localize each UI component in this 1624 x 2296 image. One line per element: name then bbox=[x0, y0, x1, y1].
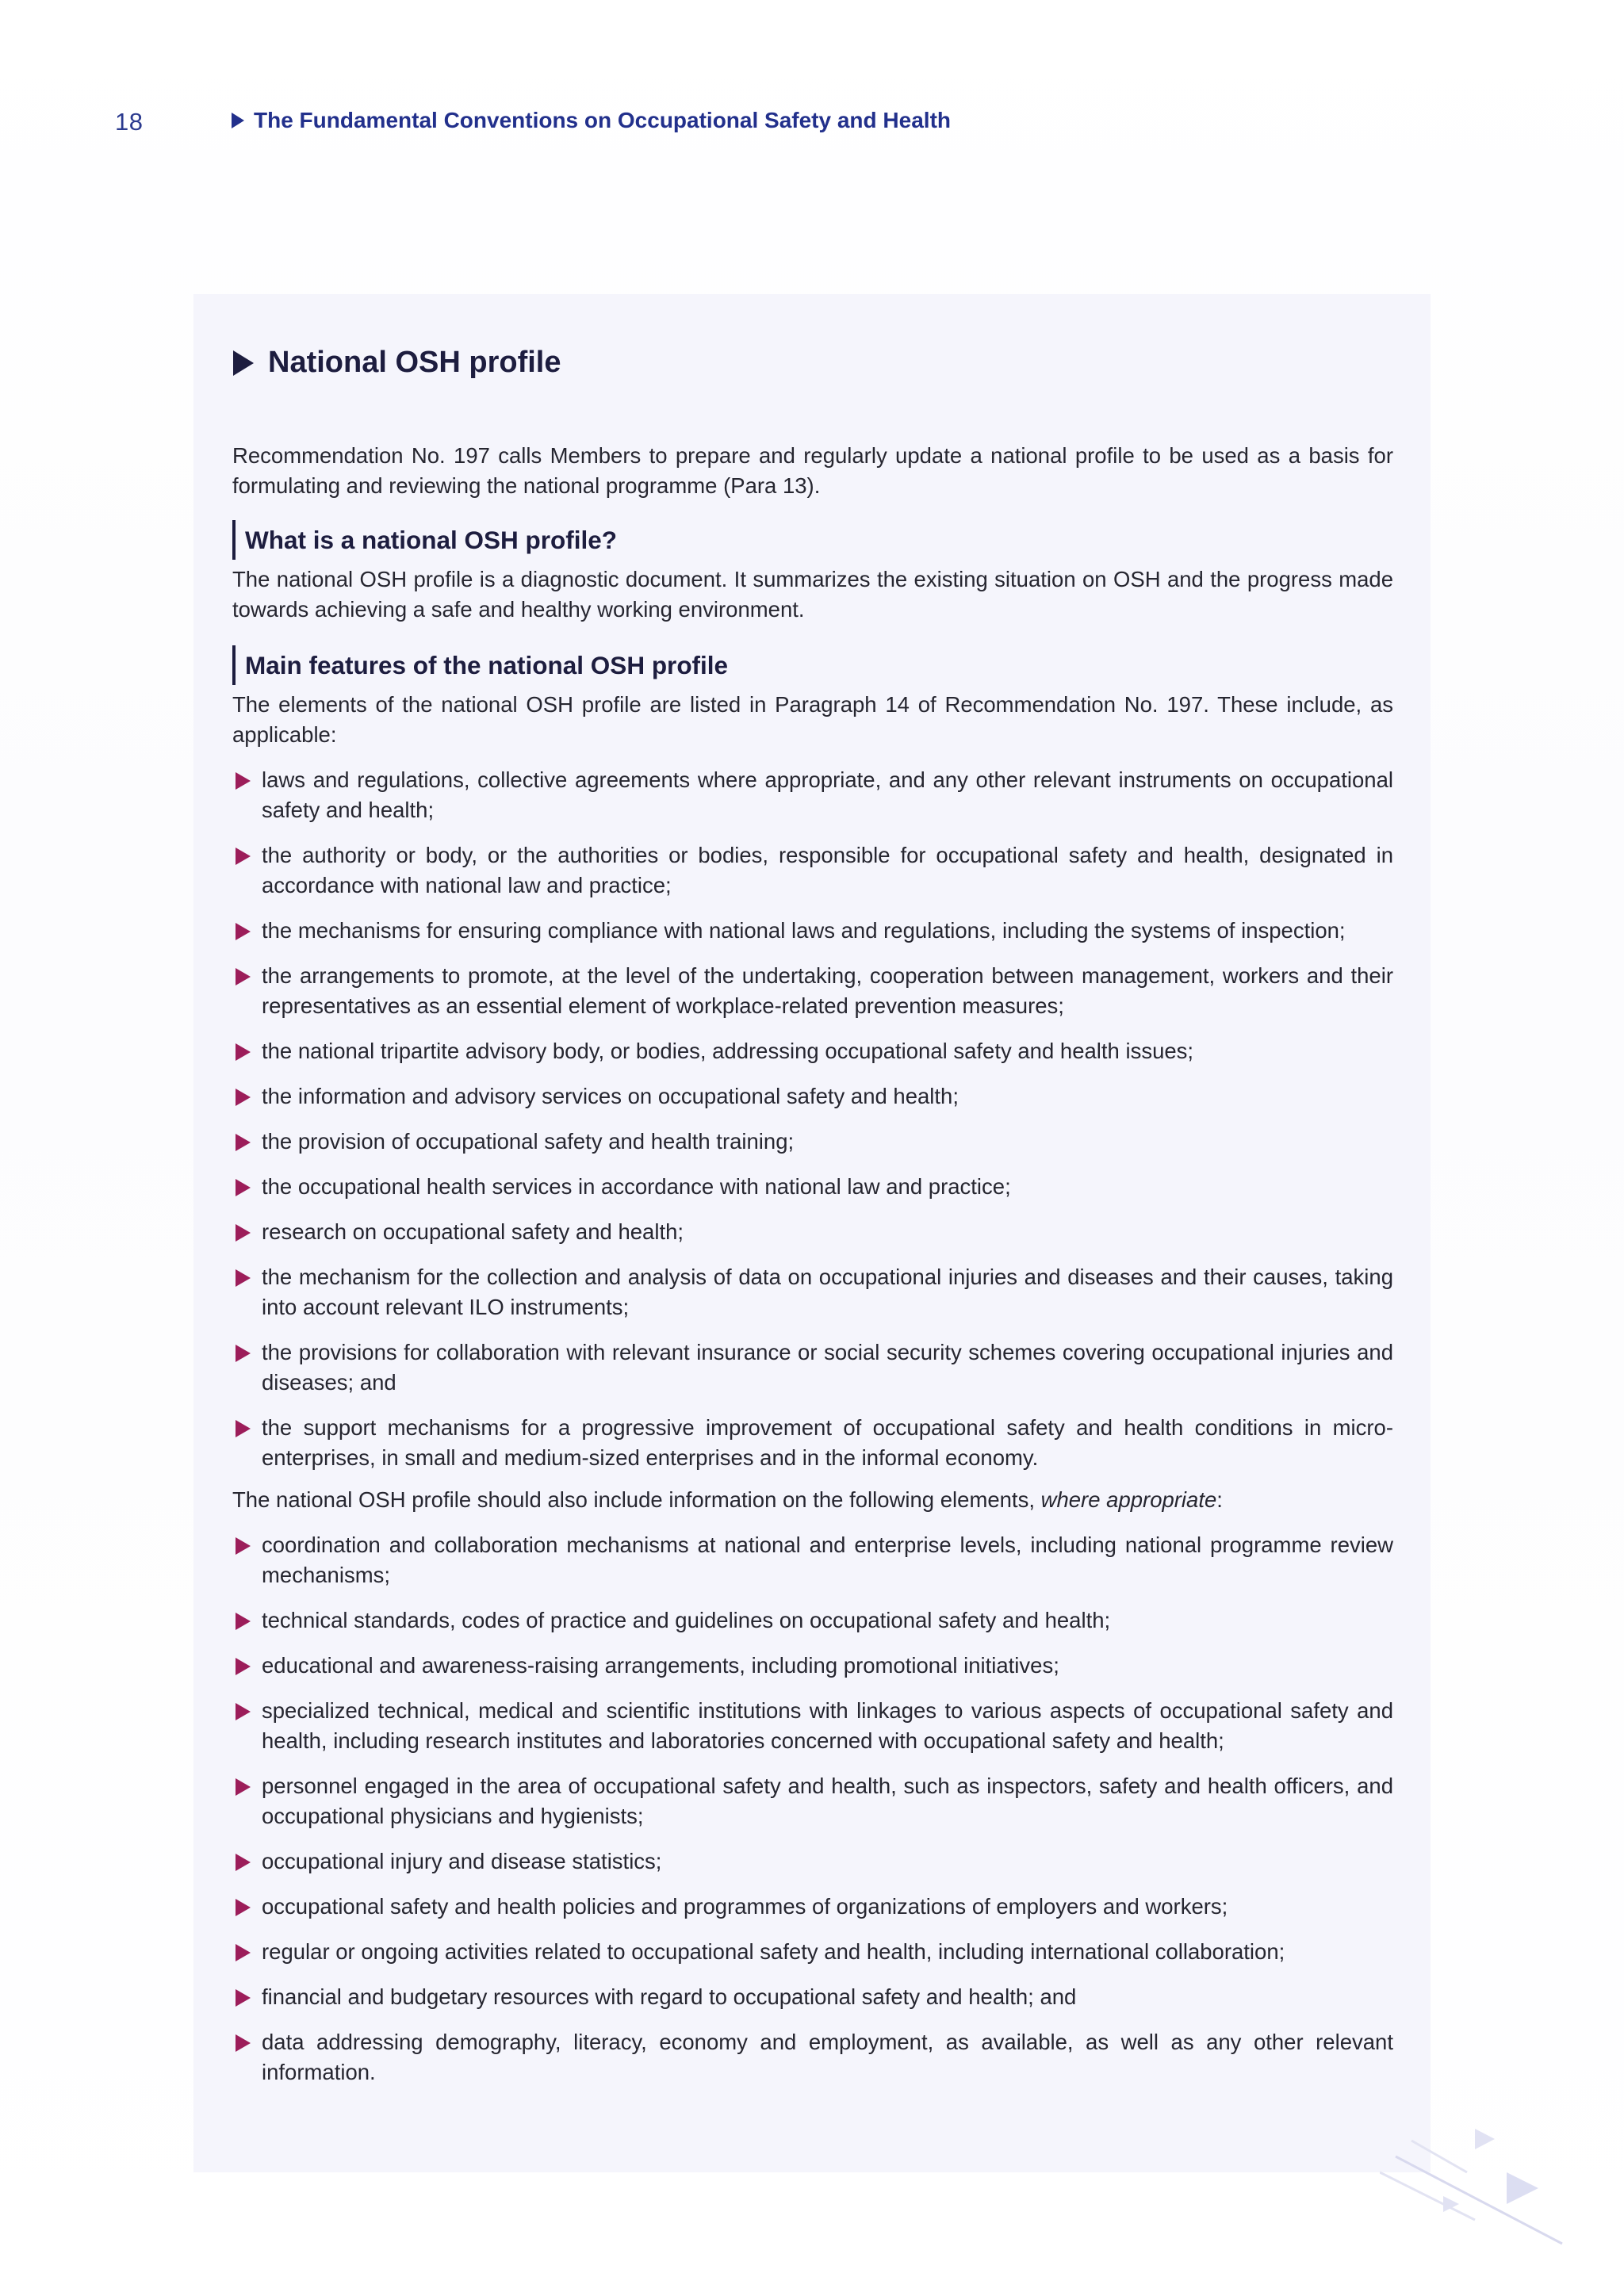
also-include-text: The national OSH profile should also include information on the following elements, bbox=[232, 1487, 1041, 1512]
list-item-text: data addressing demography, literacy, economy and employment, as available, as well as any other relevant information. bbox=[262, 2030, 1393, 2084]
bullet-triangle-icon bbox=[236, 1134, 251, 1151]
list-item-text: specialized technical, medical and scientific institutions with linkages to various aspects of occupational safety and health, including research institutes and laboratories concerned with occupational safety and health; bbox=[262, 1698, 1393, 1753]
list-item-text: the authority or body, or the authorities or bodies, responsible for occupational safety and health, designated in accordance with national law and practice; bbox=[262, 843, 1393, 897]
bullet-triangle-icon bbox=[236, 2034, 251, 2052]
list-item bbox=[232, 1696, 1393, 1756]
bullet-triangle-icon bbox=[236, 1537, 251, 1555]
intro-paragraph: Recommendation No. 197 calls Members to prepare and regularly update a national profile to be used as a basis for formulating and reviewing the national programme (Para 13). bbox=[232, 443, 1393, 498]
also-include-end: : bbox=[1216, 1487, 1223, 1512]
bullet-triangle-icon bbox=[236, 968, 251, 985]
bullet-triangle-icon bbox=[236, 923, 251, 940]
heading-accent-bar bbox=[232, 645, 236, 685]
list-item-text: educational and awareness-raising arrangements, including promotional initiatives; bbox=[262, 1653, 1059, 1678]
list-item bbox=[232, 1651, 1393, 1681]
also-include-emphasis: where appropriate bbox=[1040, 1487, 1217, 1512]
list-item bbox=[232, 765, 1393, 825]
features-list bbox=[232, 765, 1393, 1473]
list-item bbox=[232, 1771, 1393, 1831]
bullet-triangle-icon bbox=[236, 1613, 251, 1630]
title-triangle-icon bbox=[233, 350, 254, 376]
bullet-triangle-icon bbox=[236, 1345, 251, 1362]
list-item-text: the support mechanisms for a progressive improvement of occupational safety and health conditions in micro-enterprises, in small and medium-sized enterprises and in the informal economy. bbox=[262, 1415, 1393, 1470]
bullet-triangle-icon bbox=[236, 1269, 251, 1287]
section-heading-text: Main features of the national OSH profile bbox=[245, 651, 729, 679]
page-number: 18 bbox=[115, 108, 144, 136]
list-item-text: occupational injury and disease statistics; bbox=[262, 1849, 662, 1873]
section-heading-main-features bbox=[232, 645, 1393, 685]
running-header-title: The Fundamental Conventions on Occupational Safety and Health bbox=[254, 108, 951, 132]
heading-accent-bar bbox=[232, 520, 236, 560]
list-item bbox=[232, 961, 1393, 1021]
list-item-text: occupational safety and health policies and programmes of organizations of employers and workers; bbox=[262, 1894, 1228, 1919]
list-item bbox=[232, 1892, 1393, 1922]
box-title bbox=[233, 346, 561, 380]
list-item-text: technical standards, codes of practice and guidelines on occupational safety and health; bbox=[262, 1608, 1111, 1632]
list-item bbox=[232, 1605, 1393, 1636]
also-include-paragraph bbox=[232, 1485, 1393, 1515]
list-item-text: personnel engaged in the area of occupational safety and health, such as inspectors, safety and health officers, and occupational physicians and hygienists; bbox=[262, 1774, 1393, 1828]
list-item-text: the arrangements to promote, at the level of the undertaking, cooperation between management, workers and their representatives as an essential element of workplace-related prevention measures; bbox=[262, 963, 1393, 1018]
list-item-text: financial and budgetary resources with regard to occupational safety and health; and bbox=[262, 1984, 1077, 2009]
list-item-text: the occupational health services in accordance with national law and practice; bbox=[262, 1174, 1011, 1199]
box-title-text: National OSH profile bbox=[268, 346, 561, 379]
box-content bbox=[232, 441, 1393, 2103]
bullet-triangle-icon bbox=[236, 1989, 251, 2007]
list-item-text: the provision of occupational safety and health training; bbox=[262, 1129, 795, 1154]
bullet-triangle-icon bbox=[236, 1420, 251, 1437]
list-item bbox=[232, 2027, 1393, 2087]
list-item-text: laws and regulations, collective agreements where appropriate, and any other relevant instruments on occupational safety and health; bbox=[262, 767, 1393, 822]
decorative-arrows-graphic bbox=[1380, 2109, 1570, 2267]
bullet-triangle-icon bbox=[236, 1043, 251, 1061]
list-item bbox=[232, 1036, 1393, 1066]
list-item bbox=[232, 1081, 1393, 1112]
bullet-triangle-icon bbox=[236, 1089, 251, 1106]
optional-elements-list bbox=[232, 1530, 1393, 2087]
list-item bbox=[232, 1217, 1393, 1247]
list-item bbox=[232, 916, 1393, 946]
list-item bbox=[232, 1937, 1393, 1967]
list-item-text: the information and advisory services on occupational safety and health; bbox=[262, 1084, 959, 1108]
list-item-text: the provisions for collaboration with relevant insurance or social security schemes covering occupational injuries and diseases; and bbox=[262, 1340, 1393, 1395]
list-item bbox=[232, 1127, 1393, 1157]
bullet-triangle-icon bbox=[236, 848, 251, 865]
running-header bbox=[232, 108, 951, 133]
list-item-text: the mechanism for the collection and analysis of data on occupational injuries and diseases and their causes, taking into account relevant ILO instruments; bbox=[262, 1265, 1393, 1319]
list-item bbox=[232, 1530, 1393, 1590]
bullet-triangle-icon bbox=[236, 1854, 251, 1871]
list-item-text: the mechanisms for ensuring compliance with national laws and regulations, including the systems of inspection; bbox=[262, 918, 1346, 943]
bullet-triangle-icon bbox=[236, 1778, 251, 1796]
section2-paragraph: The elements of the national OSH profile are listed in Paragraph 14 of Recommendation No. 197. These include, as applicable: bbox=[232, 692, 1393, 747]
list-item-text: the national tripartite advisory body, or bodies, addressing occupational safety and health issues; bbox=[262, 1039, 1194, 1063]
section-heading-text: What is a national OSH profile? bbox=[245, 526, 618, 554]
list-item bbox=[232, 1337, 1393, 1398]
bullet-triangle-icon bbox=[236, 1224, 251, 1242]
bullet-triangle-icon bbox=[236, 1658, 251, 1675]
list-item bbox=[232, 1982, 1393, 2012]
list-item-text: regular or ongoing activities related to occupational safety and health, including international collaboration; bbox=[262, 1939, 1285, 1964]
section1-paragraph: The national OSH profile is a diagnostic document. It summarizes the existing situation on OSH and the progress made towards achieving a safe and healthy working environment. bbox=[232, 567, 1393, 622]
list-item bbox=[232, 1846, 1393, 1877]
list-item bbox=[232, 1172, 1393, 1202]
list-item-text: research on occupational safety and health; bbox=[262, 1219, 684, 1244]
list-item bbox=[232, 840, 1393, 901]
list-item bbox=[232, 1413, 1393, 1473]
header-triangle-icon bbox=[232, 113, 244, 128]
bullet-triangle-icon bbox=[236, 1179, 251, 1196]
section-heading-what-is bbox=[232, 520, 1393, 560]
list-item bbox=[232, 1262, 1393, 1322]
info-box bbox=[193, 294, 1431, 2172]
list-item-text: coordination and collaboration mechanisms at national and enterprise levels, including national programme review mechanisms; bbox=[262, 1533, 1393, 1587]
bullet-triangle-icon bbox=[236, 1899, 251, 1916]
bullet-triangle-icon bbox=[236, 1944, 251, 1961]
bullet-triangle-icon bbox=[236, 772, 251, 790]
bullet-triangle-icon bbox=[236, 1703, 251, 1720]
